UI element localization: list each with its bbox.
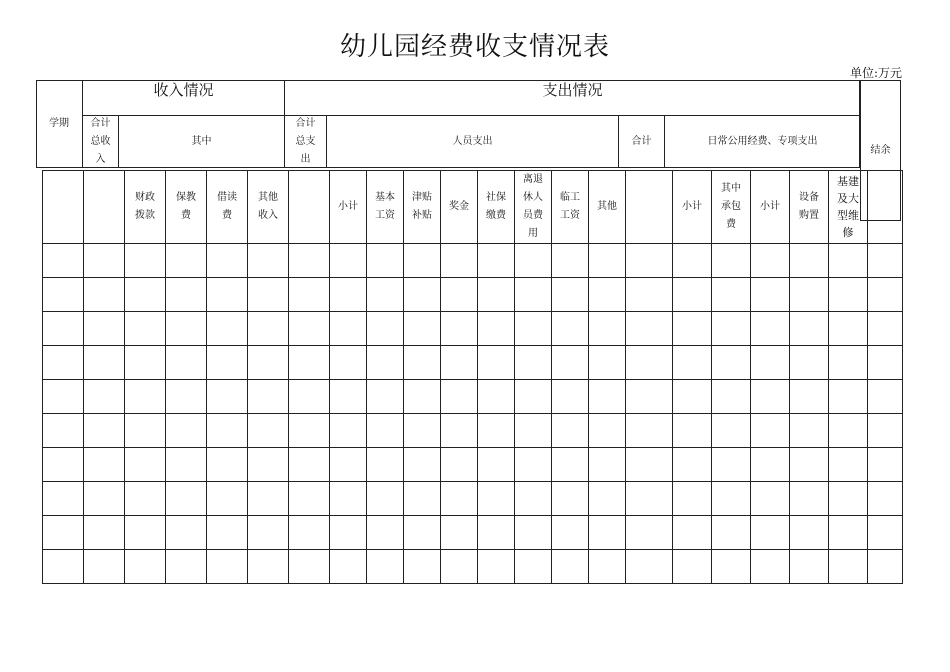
income-of-which-header: 其中 — [118, 115, 284, 168]
table-cell[interactable] — [166, 448, 207, 482]
table-cell[interactable] — [552, 414, 589, 448]
table-cell[interactable] — [478, 414, 515, 448]
table-cell[interactable] — [166, 312, 207, 346]
table-cell[interactable] — [207, 346, 248, 380]
table-cell[interactable] — [84, 550, 125, 584]
table-row — [43, 278, 903, 312]
table-cell[interactable] — [289, 244, 330, 278]
table-cell[interactable] — [712, 244, 751, 278]
subheader-cell: 小计 — [330, 171, 367, 244]
table-cell[interactable] — [207, 312, 248, 346]
table-cell[interactable] — [404, 244, 441, 278]
table-cell[interactable] — [330, 516, 367, 550]
table-cell[interactable] — [829, 516, 868, 550]
table-cell[interactable] — [330, 244, 367, 278]
table-cell[interactable] — [289, 312, 330, 346]
subheader-cell — [868, 171, 903, 244]
table-cell[interactable] — [441, 414, 478, 448]
table-cell[interactable] — [125, 550, 166, 584]
table-cell[interactable] — [589, 448, 626, 482]
table-cell[interactable] — [589, 312, 626, 346]
table-cell[interactable] — [673, 482, 712, 516]
expense-group-header: 支出情况 — [284, 80, 860, 115]
table-cell[interactable] — [589, 482, 626, 516]
table-cell[interactable] — [626, 482, 673, 516]
table-cell[interactable] — [404, 278, 441, 312]
table-cell[interactable] — [589, 380, 626, 414]
table-cell[interactable] — [84, 380, 125, 414]
table-cell[interactable] — [404, 346, 441, 380]
table-row — [43, 448, 903, 482]
table-cell[interactable] — [626, 448, 673, 482]
table-cell[interactable] — [673, 244, 712, 278]
table-cell[interactable] — [790, 380, 829, 414]
table-cell[interactable] — [330, 448, 367, 482]
table-cell[interactable] — [248, 448, 289, 482]
subheader-cell: 奖金 — [441, 171, 478, 244]
table-cell[interactable] — [868, 482, 903, 516]
table-cell[interactable] — [478, 448, 515, 482]
table-cell[interactable] — [712, 380, 751, 414]
table-cell[interactable] — [751, 448, 790, 482]
table-cell[interactable] — [868, 414, 903, 448]
table-cell[interactable] — [552, 482, 589, 516]
table-cell[interactable] — [289, 278, 330, 312]
table-cell[interactable] — [367, 380, 404, 414]
table-cell[interactable] — [673, 414, 712, 448]
table-cell[interactable] — [626, 346, 673, 380]
table-cell[interactable] — [248, 380, 289, 414]
table-cell[interactable] — [712, 346, 751, 380]
table-cell[interactable] — [43, 482, 84, 516]
table-cell[interactable] — [125, 312, 166, 346]
balance-header: 结余 — [870, 144, 891, 156]
table-cell[interactable] — [626, 278, 673, 312]
table-cell[interactable] — [441, 244, 478, 278]
table-cell[interactable] — [166, 414, 207, 448]
table-cell[interactable] — [367, 448, 404, 482]
table-cell[interactable] — [478, 244, 515, 278]
table-cell[interactable] — [84, 516, 125, 550]
table-cell[interactable] — [829, 278, 868, 312]
table-cell[interactable] — [207, 516, 248, 550]
table-cell[interactable] — [673, 278, 712, 312]
table-cell[interactable] — [751, 312, 790, 346]
subheader-row — [43, 171, 903, 244]
subheader-cell: 津贴 补贴 — [404, 171, 441, 244]
table-cell[interactable] — [712, 516, 751, 550]
table-cell[interactable] — [289, 516, 330, 550]
subheader-cell: 基建 及大 型维 修 — [829, 171, 868, 244]
table-row — [43, 550, 903, 584]
table-cell[interactable] — [712, 278, 751, 312]
table-cell[interactable] — [515, 380, 552, 414]
table-cell[interactable] — [330, 414, 367, 448]
table-cell[interactable] — [626, 244, 673, 278]
subheader-cell: 社保 缴费 — [478, 171, 515, 244]
table-cell[interactable] — [367, 414, 404, 448]
table-cell[interactable] — [552, 448, 589, 482]
table-cell[interactable] — [289, 550, 330, 584]
subheader-cell: 其他 收入 — [248, 171, 289, 244]
table-cell[interactable] — [552, 516, 589, 550]
table-cell[interactable] — [404, 380, 441, 414]
table-cell[interactable] — [43, 414, 84, 448]
table-cell[interactable] — [166, 516, 207, 550]
table-cell[interactable] — [868, 278, 903, 312]
table-cell[interactable] — [125, 516, 166, 550]
table-cell[interactable] — [43, 448, 84, 482]
table-cell[interactable] — [552, 244, 589, 278]
table-cell[interactable] — [712, 448, 751, 482]
table-cell[interactable] — [829, 482, 868, 516]
subheader-cell: 其中 承包 费 — [712, 171, 751, 244]
table-cell[interactable] — [790, 278, 829, 312]
table-cell[interactable] — [478, 380, 515, 414]
table-cell[interactable] — [125, 346, 166, 380]
table-cell[interactable] — [751, 482, 790, 516]
income-group-header: 收入情况 — [82, 80, 284, 115]
table-cell[interactable] — [751, 380, 790, 414]
table-cell[interactable] — [478, 482, 515, 516]
table-cell[interactable] — [829, 414, 868, 448]
table-cell[interactable] — [84, 414, 125, 448]
table-cell[interactable] — [166, 550, 207, 584]
table-cell[interactable] — [515, 312, 552, 346]
term-header: 学期 — [49, 118, 69, 129]
table-cell[interactable] — [289, 414, 330, 448]
table-cell[interactable] — [289, 380, 330, 414]
subheader-cell: 保教 费 — [166, 171, 207, 244]
table-cell[interactable] — [626, 312, 673, 346]
table-cell[interactable] — [330, 482, 367, 516]
table-cell[interactable] — [207, 278, 248, 312]
table-cell[interactable] — [673, 346, 712, 380]
table-cell[interactable] — [43, 550, 84, 584]
table-cell[interactable] — [751, 346, 790, 380]
daily-expense-header: 日常公用经费、专项支出 — [664, 115, 860, 168]
table-cell[interactable] — [626, 380, 673, 414]
table-cell[interactable] — [790, 516, 829, 550]
table-cell[interactable] — [589, 244, 626, 278]
table-cell[interactable] — [868, 244, 903, 278]
unit-label: 单位:万元 — [849, 66, 902, 80]
table-row — [43, 380, 903, 414]
page-title: 幼儿园经费收支情况表 — [339, 32, 610, 62]
table-cell[interactable] — [712, 482, 751, 516]
table-cell[interactable] — [166, 278, 207, 312]
table-cell[interactable] — [441, 312, 478, 346]
data-table — [42, 170, 903, 584]
table-cell[interactable] — [673, 516, 712, 550]
table-cell[interactable] — [367, 278, 404, 312]
table-row — [43, 346, 903, 380]
table-cell[interactable] — [478, 516, 515, 550]
table-cell[interactable] — [829, 550, 868, 584]
table-cell[interactable] — [84, 448, 125, 482]
table-cell[interactable] — [84, 312, 125, 346]
table-cell[interactable] — [441, 380, 478, 414]
table-cell[interactable] — [43, 312, 84, 346]
table-cell[interactable] — [248, 346, 289, 380]
table-cell[interactable] — [84, 482, 125, 516]
table-cell[interactable] — [589, 346, 626, 380]
table-cell[interactable] — [790, 448, 829, 482]
table-cell[interactable] — [289, 482, 330, 516]
total-expense-header: 合计 总支 出 — [284, 115, 326, 168]
table-cell[interactable] — [125, 244, 166, 278]
table-row — [43, 244, 903, 278]
table-cell[interactable] — [626, 516, 673, 550]
table-cell[interactable] — [207, 550, 248, 584]
subheader-cell: 借读 费 — [207, 171, 248, 244]
table-cell[interactable] — [751, 414, 790, 448]
table-cell[interactable] — [589, 278, 626, 312]
table-cell[interactable] — [552, 380, 589, 414]
table-cell[interactable] — [751, 550, 790, 584]
table-cell[interactable] — [712, 414, 751, 448]
table-cell[interactable] — [478, 278, 515, 312]
subheader-cell — [626, 171, 673, 244]
table-cell[interactable] — [207, 414, 248, 448]
table-cell[interactable] — [751, 516, 790, 550]
table-row — [43, 482, 903, 516]
table-cell[interactable] — [43, 278, 84, 312]
table-cell[interactable] — [478, 550, 515, 584]
table-cell[interactable] — [367, 550, 404, 584]
table-cell[interactable] — [751, 278, 790, 312]
table-cell[interactable] — [43, 244, 84, 278]
subheader-cell — [289, 171, 330, 244]
table-cell[interactable] — [367, 346, 404, 380]
table-cell[interactable] — [289, 448, 330, 482]
table-cell[interactable] — [248, 516, 289, 550]
table-cell[interactable] — [404, 414, 441, 448]
personnel-header: 人员支出 — [326, 115, 618, 168]
table-cell[interactable] — [515, 278, 552, 312]
table-cell[interactable] — [330, 550, 367, 584]
table-cell[interactable] — [829, 312, 868, 346]
table-cell[interactable] — [330, 380, 367, 414]
table-cell[interactable] — [868, 516, 903, 550]
table-cell[interactable] — [125, 448, 166, 482]
table-cell[interactable] — [84, 244, 125, 278]
table-cell[interactable] — [248, 312, 289, 346]
table-cell[interactable] — [441, 278, 478, 312]
table-cell[interactable] — [166, 482, 207, 516]
data-grid — [42, 170, 901, 578]
subheader-cell: 离退 休人 员费 用 — [515, 171, 552, 244]
table-cell[interactable] — [589, 550, 626, 584]
table-cell[interactable] — [166, 380, 207, 414]
table-row — [43, 312, 903, 346]
table-cell[interactable] — [248, 482, 289, 516]
table-cell[interactable] — [829, 244, 868, 278]
table-cell[interactable] — [626, 550, 673, 584]
table-row — [43, 414, 903, 448]
table-cell[interactable] — [404, 482, 441, 516]
table-cell[interactable] — [478, 346, 515, 380]
table-row — [43, 516, 903, 550]
table-cell[interactable] — [330, 278, 367, 312]
table-cell[interactable] — [790, 244, 829, 278]
table-cell[interactable] — [289, 346, 330, 380]
table-cell[interactable] — [404, 550, 441, 584]
table-cell[interactable] — [868, 346, 903, 380]
table-cell[interactable] — [515, 448, 552, 482]
table-cell[interactable] — [589, 516, 626, 550]
table-cell[interactable] — [367, 244, 404, 278]
table-cell[interactable] — [829, 380, 868, 414]
table-cell[interactable] — [673, 380, 712, 414]
table-cell[interactable] — [790, 414, 829, 448]
table-cell[interactable] — [43, 516, 84, 550]
table-cell[interactable] — [367, 516, 404, 550]
subheader-cell: 临工 工资 — [552, 171, 589, 244]
table-cell[interactable] — [404, 312, 441, 346]
table-cell[interactable] — [166, 244, 207, 278]
table-cell[interactable] — [515, 482, 552, 516]
table-cell[interactable] — [166, 346, 207, 380]
table-cell[interactable] — [207, 244, 248, 278]
table-cell[interactable] — [207, 482, 248, 516]
table-cell[interactable] — [248, 550, 289, 584]
subheader-cell: 其他 — [589, 171, 626, 244]
table-cell[interactable] — [790, 482, 829, 516]
table-cell[interactable] — [404, 448, 441, 482]
table-cell[interactable] — [125, 278, 166, 312]
table-cell[interactable] — [248, 244, 289, 278]
table-cell[interactable] — [441, 516, 478, 550]
table-cell[interactable] — [367, 312, 404, 346]
subheader-cell — [84, 171, 125, 244]
table-cell[interactable] — [673, 312, 712, 346]
subheader-cell: 小计 — [751, 171, 790, 244]
table-cell[interactable] — [552, 278, 589, 312]
table-cell[interactable] — [515, 414, 552, 448]
subheader-cell — [43, 171, 84, 244]
table-cell[interactable] — [248, 414, 289, 448]
table-cell[interactable] — [330, 312, 367, 346]
table-cell[interactable] — [790, 550, 829, 584]
total-header: 合计 — [618, 115, 664, 168]
table-cell[interactable] — [515, 346, 552, 380]
table-cell[interactable] — [441, 346, 478, 380]
table-cell[interactable] — [404, 516, 441, 550]
subheader-cell: 小计 — [673, 171, 712, 244]
table-cell[interactable] — [868, 380, 903, 414]
table-cell[interactable] — [441, 448, 478, 482]
table-cell[interactable] — [478, 312, 515, 346]
table-cell[interactable] — [207, 448, 248, 482]
subheader-cell: 设备 购置 — [790, 171, 829, 244]
table-cell[interactable] — [515, 550, 552, 584]
table-cell[interactable] — [330, 346, 367, 380]
table-cell[interactable] — [868, 550, 903, 584]
table-cell[interactable] — [626, 414, 673, 448]
table-cell[interactable] — [84, 278, 125, 312]
table-cell[interactable] — [43, 346, 84, 380]
table-cell[interactable] — [552, 346, 589, 380]
table-cell[interactable] — [125, 414, 166, 448]
table-cell[interactable] — [712, 312, 751, 346]
table-cell[interactable] — [552, 550, 589, 584]
table-cell[interactable] — [868, 448, 903, 482]
subheader-cell: 基本 工资 — [367, 171, 404, 244]
table-cell[interactable] — [367, 482, 404, 516]
table-cell[interactable] — [751, 244, 790, 278]
table-cell[interactable] — [125, 380, 166, 414]
table-cell[interactable] — [673, 550, 712, 584]
table-cell[interactable] — [441, 550, 478, 584]
table-cell[interactable] — [790, 346, 829, 380]
table-cell[interactable] — [43, 380, 84, 414]
table-cell[interactable] — [441, 482, 478, 516]
table-cell[interactable] — [712, 550, 751, 584]
table-cell[interactable] — [84, 346, 125, 380]
table-cell[interactable] — [589, 414, 626, 448]
table-cell[interactable] — [515, 244, 552, 278]
table-cell[interactable] — [125, 482, 166, 516]
total-income-header: 合计 总收 入 — [82, 115, 118, 168]
table-cell[interactable] — [790, 312, 829, 346]
table-cell[interactable] — [207, 380, 248, 414]
table-cell[interactable] — [829, 346, 868, 380]
table-cell[interactable] — [673, 448, 712, 482]
table-cell[interactable] — [829, 448, 868, 482]
table-cell[interactable] — [552, 312, 589, 346]
table-cell[interactable] — [515, 516, 552, 550]
table-cell[interactable] — [248, 278, 289, 312]
subheader-cell: 财政 拨款 — [125, 171, 166, 244]
table-cell[interactable] — [868, 312, 903, 346]
